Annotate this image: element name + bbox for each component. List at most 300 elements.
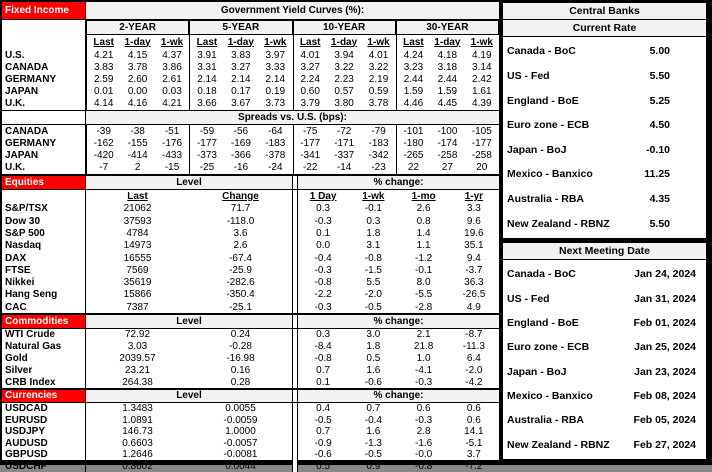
yield-row <box>2 86 499 98</box>
yield-value-cell: 0.00 <box>127 86 148 98</box>
meeting-date-value: Jan 24, 2024 <box>634 268 696 281</box>
yield-value-cell: 4.21 <box>162 98 182 110</box>
pct-value-cell: -1.6 <box>415 437 433 449</box>
column-header: 1 Day <box>309 190 337 202</box>
spread-row <box>2 149 499 161</box>
pct-value-cell: -0.4 <box>314 252 332 264</box>
pct-value-cell: 0.5 <box>366 352 381 364</box>
pct-value-cell: -2.0 <box>364 289 382 301</box>
yield-value-cell: 2.14 <box>189 73 223 85</box>
yield-value-cell: 3.14 <box>472 61 492 73</box>
pct-value-cell: -0.5 <box>364 301 382 313</box>
level-value-cell: 0.0055 <box>225 403 256 415</box>
level-value-cell: 21062 <box>123 203 152 215</box>
spread-value-cell: -64 <box>268 125 283 137</box>
pct-value-cell: -0.8 <box>364 252 382 264</box>
policy-rate-value: 5.50 <box>649 69 670 82</box>
yield-curves-title: Government Yield Curves (%): <box>86 2 499 19</box>
level-value-cell: -25.9 <box>229 264 252 276</box>
equities-rows <box>2 203 499 314</box>
empty-corner-cell <box>2 111 86 124</box>
currency-pair-label: AUDUSD <box>2 437 86 449</box>
central-bank-label: Euro zone - ECB <box>507 341 590 354</box>
pct-value-cell: -0.3 <box>415 376 433 388</box>
yield-row <box>2 49 499 61</box>
pct-value-cell: -0.5 <box>364 449 382 461</box>
central-bank-label: New Zealand - RBNZ <box>507 438 610 451</box>
spread-value-cell: -265 <box>396 149 430 161</box>
yield-value-cell: 3.31 <box>189 61 223 73</box>
yield-value-cell: 3.97 <box>265 49 286 61</box>
pct-value-cell: 1.6 <box>366 426 381 438</box>
central-banks-panel <box>502 2 707 460</box>
pct-value-cell: -0.6 <box>364 376 382 388</box>
level-value-cell: 0.28 <box>230 376 251 388</box>
yield-value-cell: 4.19 <box>472 49 492 61</box>
level-band: Level <box>86 176 292 189</box>
pct-value-cell: -0.1 <box>415 264 433 276</box>
equity-row <box>2 289 499 301</box>
column-header: 1-day <box>227 36 254 48</box>
equities-column-header-row <box>2 190 499 203</box>
level-value-cell: -350.4 <box>226 289 255 301</box>
column-header: Last <box>189 35 223 49</box>
commodity-label: Natural Gas <box>2 341 86 353</box>
spread-row <box>2 162 499 174</box>
yield-value-cell: 3.78 <box>127 61 148 73</box>
yield-value-cell: 3.79 <box>293 98 327 110</box>
level-value-cell: -0.0057 <box>223 437 258 449</box>
currencies-rows <box>2 403 499 472</box>
spread-value-cell: -183 <box>368 137 389 149</box>
pct-value-cell: -7.2 <box>465 460 483 472</box>
yield-tenor-header-row <box>2 20 499 35</box>
currency-pair-label: EURUSD <box>2 414 86 426</box>
central-bank-label: US - Fed <box>507 292 550 305</box>
policy-rate-value: 11.25 <box>644 168 670 181</box>
yield-value-cell: 3.91 <box>189 49 223 61</box>
level-value-cell: 72.92 <box>124 329 151 341</box>
pct-value-cell: 0.3 <box>316 203 331 215</box>
level-value-cell: -0.28 <box>229 341 252 353</box>
policy-rate-value: -0.10 <box>646 143 670 156</box>
tenor-header: 2-YEAR <box>86 20 189 35</box>
yield-value-cell: 2.19 <box>368 73 389 85</box>
central-bank-meeting-row <box>503 341 706 353</box>
level-value-cell: -0.0081 <box>223 449 258 461</box>
spread-value-cell: -39 <box>86 125 120 137</box>
yield-value-cell: 0.01 <box>86 86 120 98</box>
level-value-cell: -16.98 <box>226 352 255 364</box>
level-value-cell: 0.24 <box>230 329 251 341</box>
yield-rows <box>2 49 499 110</box>
meeting-date-value: Jan 31, 2024 <box>634 292 696 305</box>
pct-value-cell: -1.5 <box>364 264 382 276</box>
empty-corner-cell <box>2 35 86 49</box>
meeting-date-value: Jan 23, 2024 <box>634 365 696 378</box>
pct-value-cell: 14.1 <box>464 426 484 438</box>
pct-value-cell: -0.8 <box>314 277 332 289</box>
spread-value-cell: 20 <box>476 162 488 174</box>
central-bank-label: US - Fed <box>507 69 550 82</box>
column-header: Last <box>127 190 148 202</box>
column-header: 1-yr <box>464 190 484 202</box>
spread-value-cell: -258 <box>471 149 492 161</box>
currency-pair-label: USDCHF <box>2 460 86 472</box>
commodity-row <box>2 341 499 353</box>
pct-change-band: % change: <box>298 390 499 402</box>
spread-value-cell: -100 <box>437 125 458 137</box>
yield-value-cell: 3.83 <box>231 49 251 61</box>
index-label: Dow 30 <box>2 215 86 227</box>
pct-value-cell: 0.0 <box>316 240 331 252</box>
spread-value-cell: -341 <box>293 149 327 161</box>
yield-value-cell: 3.67 <box>231 98 251 110</box>
country-label: U.K. <box>2 162 86 174</box>
commodities-section-label: Commodities <box>2 315 86 328</box>
yield-value-cell: 1.59 <box>437 86 458 98</box>
spread-row <box>2 125 499 137</box>
yield-row <box>2 73 499 85</box>
yield-value-cell: 3.23 <box>396 61 430 73</box>
pct-value-cell: -0.1 <box>364 203 382 215</box>
pct-value-cell: 1.8 <box>366 227 381 239</box>
currency-row <box>2 449 499 461</box>
central-banks-title: Central Banks <box>503 3 706 20</box>
column-header: Last <box>396 35 430 49</box>
current-rate-rows <box>503 37 706 238</box>
currency-pair-label: USDCAD <box>2 403 86 415</box>
yield-value-cell: 0.19 <box>265 86 286 98</box>
spread-value-cell: -72 <box>336 125 352 137</box>
spreads-header-row <box>2 110 499 125</box>
spread-value-cell: 22 <box>396 162 430 174</box>
yield-value-cell: 4.21 <box>86 49 120 61</box>
yield-value-cell: 3.94 <box>334 49 354 61</box>
column-header: Last <box>86 35 120 49</box>
central-bank-rate-row <box>503 193 706 205</box>
column-header: 1-wk <box>470 36 493 48</box>
pct-value-cell: -1.3 <box>364 437 382 449</box>
yield-value-cell: 3.83 <box>86 61 120 73</box>
central-bank-label: Mexico - Banxico <box>507 168 593 181</box>
meeting-date-value: Feb 01, 2024 <box>633 316 696 329</box>
central-bank-label: Canada - BoC <box>507 45 576 58</box>
yield-value-cell: 0.59 <box>368 86 389 98</box>
pct-value-cell: -0.3 <box>314 264 332 276</box>
column-header: 1-wk <box>264 36 287 48</box>
central-bank-label: Japan - BoJ <box>507 143 567 156</box>
pct-value-cell: 35.1 <box>464 240 484 252</box>
pct-value-cell: 9.4 <box>466 252 481 264</box>
central-bank-label: Japan - BoJ <box>507 365 567 378</box>
yield-value-cell: 4.01 <box>293 49 327 61</box>
pct-value-cell: -5.5 <box>415 289 433 301</box>
current-rate-box <box>502 2 707 239</box>
level-value-cell: -282.6 <box>226 277 255 289</box>
yield-value-cell: 0.60 <box>293 86 327 98</box>
spread-value-cell: -258 <box>437 149 458 161</box>
spread-value-cell: -366 <box>230 149 251 161</box>
pct-value-cell: 36.3 <box>464 277 484 289</box>
index-label: S&P/TSX <box>2 203 86 215</box>
spread-value-cell: -337 <box>334 149 355 161</box>
yield-row <box>2 98 499 110</box>
index-label: FTSE <box>2 264 86 276</box>
level-value-cell: 2039.57 <box>119 352 156 364</box>
tenor-header: 5-YEAR <box>189 20 292 35</box>
pct-value-cell: 0.1 <box>316 227 331 239</box>
spread-value-cell: -51 <box>164 125 180 137</box>
pct-value-cell: -2.0 <box>465 364 483 376</box>
equity-row <box>2 301 499 313</box>
spread-value-cell: -38 <box>130 125 145 137</box>
spread-value-cell: -16 <box>233 162 249 174</box>
central-bank-rate-row <box>503 144 706 156</box>
central-bank-meeting-row <box>503 366 706 378</box>
pct-value-cell: -0.8 <box>415 460 433 472</box>
pct-value-cell: -0.3 <box>314 215 332 227</box>
yield-value-cell: 3.27 <box>231 61 251 73</box>
spread-value-cell: -378 <box>265 149 286 161</box>
fixed-income-header-row <box>2 2 499 20</box>
yield-value-cell: 4.39 <box>472 98 492 110</box>
level-value-cell: 35619 <box>123 277 152 289</box>
index-label: Nikkei <box>2 276 86 288</box>
pct-value-cell: 0.9 <box>366 460 381 472</box>
pct-value-cell: 2.6 <box>416 203 431 215</box>
equity-row <box>2 252 499 264</box>
spread-value-cell: -79 <box>371 125 386 137</box>
level-value-cell: 1.2646 <box>122 449 153 461</box>
next-meeting-box <box>502 242 707 460</box>
spread-value-cell: -180 <box>396 137 430 149</box>
level-value-cell: 37593 <box>123 215 152 227</box>
pct-value-cell: -0.0 <box>415 449 433 461</box>
pct-value-cell: 0.7 <box>366 403 381 415</box>
pct-value-cell: 4.9 <box>466 301 481 313</box>
central-bank-rate-row <box>503 168 706 180</box>
pct-value-cell: 1.6 <box>366 364 381 376</box>
country-label: U.K. <box>2 98 86 110</box>
central-bank-meeting-row <box>503 317 706 329</box>
column-header: 1-day <box>331 36 358 48</box>
pct-value-cell: 0.1 <box>316 376 331 388</box>
central-bank-label: England - BoE <box>507 316 579 329</box>
spread-row <box>2 137 499 149</box>
commodity-label: Silver <box>2 364 86 376</box>
yield-value-cell: 2.14 <box>265 73 286 85</box>
spread-value-cell: -24 <box>268 162 283 174</box>
column-header: 1-mo <box>411 190 436 202</box>
central-bank-meeting-row <box>503 390 706 402</box>
spread-value-cell: 2 <box>134 162 141 174</box>
pct-value-cell: 0.6 <box>466 403 481 415</box>
index-label: CAC <box>2 301 86 313</box>
currencies-section-label: Currencies <box>2 390 86 402</box>
markets-panel <box>2 2 499 472</box>
pct-value-cell: -0.4 <box>364 414 382 426</box>
fixed-income-section-label: Fixed Income <box>2 2 86 19</box>
country-label: JAPAN <box>2 149 86 161</box>
policy-rate-value: 4.35 <box>649 193 670 206</box>
yield-value-cell: 1.59 <box>396 86 430 98</box>
central-bank-rate-row <box>503 45 706 57</box>
spread-value-cell: -7 <box>86 162 120 174</box>
spread-value-cell: -177 <box>293 137 327 149</box>
spread-value-cell: -414 <box>127 149 148 161</box>
level-value-cell: 3.6 <box>233 227 248 239</box>
spread-value-cell: -56 <box>233 125 249 137</box>
pct-value-cell: -0.5 <box>314 414 332 426</box>
commodities-section <box>2 313 499 388</box>
level-value-cell: 15866 <box>123 289 152 301</box>
yield-value-cell: 2.61 <box>162 73 182 85</box>
level-value-cell: -118.0 <box>226 215 255 227</box>
column-header: 1-wk <box>160 36 184 48</box>
equities-header-row <box>2 174 499 190</box>
pct-value-cell: -0.3 <box>314 301 332 313</box>
central-bank-meeting-row <box>503 439 706 451</box>
tenor-header: 10-YEAR <box>293 20 396 35</box>
yield-value-cell: 0.03 <box>162 86 182 98</box>
country-label: GERMANY <box>2 73 86 85</box>
level-value-cell: 0.0044 <box>225 460 256 472</box>
equity-row <box>2 240 499 252</box>
yield-value-cell: 4.15 <box>127 49 148 61</box>
central-bank-label: Euro zone - ECB <box>507 119 590 132</box>
commodity-row <box>2 353 499 365</box>
country-label: CANADA <box>2 61 86 73</box>
central-bank-meeting-row <box>503 268 706 280</box>
central-bank-rate-row <box>503 218 706 230</box>
yield-column-header-row <box>2 35 499 49</box>
spreads-title: Spreads vs. U.S. (bps): <box>86 111 499 124</box>
pct-value-cell: 0.5 <box>316 460 331 472</box>
level-value-cell: 1.3483 <box>122 403 153 415</box>
yield-value-cell: 4.16 <box>127 98 148 110</box>
level-band: Level <box>86 390 292 402</box>
policy-rate-value: 5.25 <box>649 94 670 107</box>
column-header: 1-wk <box>367 36 390 48</box>
spread-value-cell: -15 <box>164 162 180 174</box>
commodities-rows <box>2 329 499 388</box>
index-label: S&P 500 <box>2 227 86 239</box>
country-label: GERMANY <box>2 137 86 149</box>
yield-value-cell: 3.27 <box>293 61 327 73</box>
central-bank-meeting-row <box>503 414 706 426</box>
yield-value-cell: 4.14 <box>86 98 120 110</box>
yield-value-cell: 3.33 <box>265 61 286 73</box>
equities-section-label: Equities <box>2 176 86 189</box>
index-label: DAX <box>2 252 86 264</box>
spread-value-cell: -177 <box>189 137 223 149</box>
currency-row <box>2 437 499 449</box>
central-bank-rate-row <box>503 70 706 82</box>
yield-value-cell: 1.61 <box>472 86 492 98</box>
pct-value-cell: -8.7 <box>465 329 483 341</box>
commodity-label: CRB Index <box>2 376 86 388</box>
pct-value-cell: -4.2 <box>465 376 483 388</box>
yield-value-cell: 4.18 <box>437 49 458 61</box>
level-value-cell: 7569 <box>126 264 149 276</box>
yield-value-cell: 2.42 <box>472 73 492 85</box>
next-meeting-rows <box>503 260 706 459</box>
currency-row <box>2 426 499 438</box>
pct-value-cell: 0.4 <box>316 403 331 415</box>
index-label: Hang Seng <box>2 289 86 301</box>
yield-value-cell: 3.80 <box>334 98 354 110</box>
pct-value-cell: 1.1 <box>416 240 431 252</box>
level-value-cell: 146.73 <box>122 426 153 438</box>
level-value-cell: 264.38 <box>122 376 153 388</box>
yield-value-cell: 4.24 <box>396 49 430 61</box>
yield-value-cell: 4.01 <box>368 49 389 61</box>
pct-value-cell: 8.0 <box>416 277 431 289</box>
yield-value-cell: 2.44 <box>437 73 458 85</box>
equity-row <box>2 264 499 276</box>
level-value-cell: -0.0059 <box>223 414 258 426</box>
pct-value-cell: 5.5 <box>366 277 381 289</box>
pct-value-cell: -0.9 <box>314 437 332 449</box>
pct-value-cell: -0.6 <box>314 449 332 461</box>
spread-value-cell: -171 <box>334 137 355 149</box>
spread-value-cell: -101 <box>396 125 430 137</box>
pct-value-cell: -2.2 <box>314 289 332 301</box>
country-label: CANADA <box>2 125 86 137</box>
yield-value-cell: 3.73 <box>265 98 286 110</box>
central-bank-label: Australia - RBA <box>507 193 585 206</box>
level-value-cell: -25.1 <box>229 301 252 313</box>
meeting-date-value: Feb 05, 2024 <box>633 414 696 427</box>
yield-value-cell: 3.78 <box>368 98 389 110</box>
pct-value-cell: 3.1 <box>366 240 381 252</box>
equity-row <box>2 215 499 227</box>
level-value-cell: 0.8602 <box>122 460 153 472</box>
spread-value-cell: -14 <box>336 162 352 174</box>
pct-value-cell: 2.8 <box>416 426 431 438</box>
central-bank-label: New Zealand - RBNZ <box>507 217 610 230</box>
currency-pair-label: USDJPY <box>2 426 86 438</box>
spread-value-cell: -342 <box>368 149 389 161</box>
central-bank-label: Mexico - Banxico <box>507 390 593 403</box>
pct-value-cell: 0.8 <box>416 215 431 227</box>
empty-corner-cell <box>2 20 86 35</box>
spread-value-cell: -174 <box>437 137 458 149</box>
pct-value-cell: 0.3 <box>316 329 331 341</box>
pct-value-cell: 0.7 <box>316 426 331 438</box>
yield-value-cell: 2.59 <box>86 73 120 85</box>
pct-value-cell: -3.7 <box>465 264 483 276</box>
pct-value-cell: 6.4 <box>466 352 481 364</box>
spread-value-cell: 27 <box>441 162 453 174</box>
empty-corner-cell <box>2 190 86 203</box>
level-value-cell: 23.21 <box>124 364 151 376</box>
level-value-cell: 14973 <box>123 240 152 252</box>
pct-value-cell: 2.1 <box>416 329 431 341</box>
central-bank-label: England - BoE <box>507 94 579 107</box>
central-bank-rate-row <box>503 95 706 107</box>
column-header: 1-wk <box>362 190 385 202</box>
yield-value-cell: 2.24 <box>293 73 327 85</box>
currency-row <box>2 414 499 426</box>
country-label: JAPAN <box>2 86 86 98</box>
level-value-cell: -67.4 <box>229 252 252 264</box>
spread-value-cell: -59 <box>189 125 223 137</box>
current-rate-header: Current Rate <box>503 20 706 37</box>
pct-change-band: % change: <box>298 176 499 189</box>
spread-value-cell: -162 <box>86 137 120 149</box>
